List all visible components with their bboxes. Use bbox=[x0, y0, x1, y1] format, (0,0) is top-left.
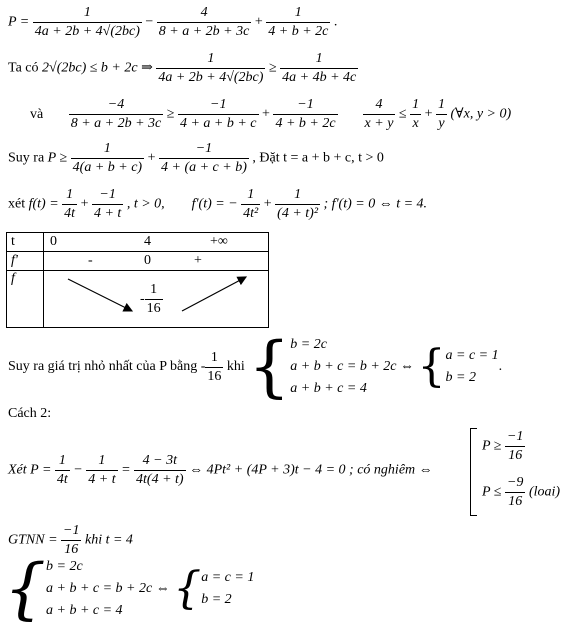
system-1: b = 2c a + b + c = b + 2c a + b + c = 4 bbox=[290, 337, 397, 396]
final-system: { b = 2c a + b + c = b + 2c a + b + c = 4 ⇔ { a = c = 1 b = 2 bbox=[4, 550, 255, 627]
system-2: a = c = 1 b = 2 bbox=[445, 348, 499, 385]
table-row-fprime: f' - 0 + bbox=[7, 252, 269, 271]
increasing-arrow bbox=[182, 277, 246, 311]
function-line-5: xét f(t) = $\frac{1}{4t}$ + $\frac{-1}{4 + t}$ , t > 0, f'(t) = − $\frac{1}{\text{4t²}}$ + $\frac{1}{\text{(4 + t)²}}$ ; f'(t) = 0 ⇔ t = 4. bbox=[8, 187, 428, 221]
table-minimum-value: - $\frac{1}{16}$ bbox=[140, 282, 161, 316]
decreasing-arrow bbox=[68, 279, 132, 311]
inequality-line-3: và $\frac{-4}{8 + a + 2b + 3c}$ ≥ $\frac{-1}{4 + a + b + c}$ + $\frac{-1}{4 + b + 2c}$ $\frac{4}{x + y}$ ≤ $\frac{1}{x}$ + $\frac{1}{y}$ (∀x, y > 0) bbox=[30, 97, 512, 131]
fraction-1: $\frac{1}{4a + 2b + 4√(2bc)}$ bbox=[34, 5, 140, 39]
inequality-line-4: Suy ra P ≥ $\frac{1}{4(a + b + c)}$ + $\frac{-1}{4 + (a + c + b)}$ , Đặt t = a + b + c, t > 0 bbox=[8, 141, 384, 175]
conclusion-line-6: Suy ra giá trị nhỏ nhất của P bằng - $\frac{1}{16}$ khi { b = 2c a + b + c = b + 2c a + b + c = 4 ⇔ { a = c = 1 b = 2 . bbox=[8, 328, 503, 405]
table-row-f: f - $\frac{1}{16}$ bbox=[7, 271, 269, 328]
variation-table bbox=[6, 232, 269, 328]
method-2-line: Xét P = $\frac{1}{4t}$ − $\frac{1}{4 + t}$ = $\frac{4 - 3t}{4t(4 + t)}$ ⇔ 4Pt² + (4P + 3)t − 4 = 0 ; có nghiêm ⇔ bbox=[8, 453, 433, 487]
gtnn-line: GTNN = $\frac{-1}{16}$ khi t = 4 bbox=[8, 523, 133, 557]
fraction-3: $\frac{1}{4 + b + 2c}$ bbox=[268, 5, 329, 39]
fraction-2: $\frac{4}{8 + a + 2b + 3c}$ bbox=[158, 5, 250, 39]
inequality-line-2: Ta có 2√(2bc) ≤ b + 2c ⇒ $\frac{1}{4a + 2b + 4√(2bc)}$ ≥ $\frac{1}{4a + 4b + 4c}$ bbox=[8, 51, 357, 85]
expression-p: P = $\frac{1}{4a + 2b + 4√(2bc)}$ − $\frac{4}{8 + a + 2b + 3c}$ + $\frac{1}{4 + b + 2c}$ . bbox=[8, 5, 338, 39]
table-row-t: t 0 4 +∞ bbox=[7, 233, 269, 252]
p-lhs: P = bbox=[8, 14, 30, 30]
method-2-title: Cách 2: bbox=[8, 406, 52, 421]
prefix-ta-co: Ta có bbox=[8, 60, 39, 76]
